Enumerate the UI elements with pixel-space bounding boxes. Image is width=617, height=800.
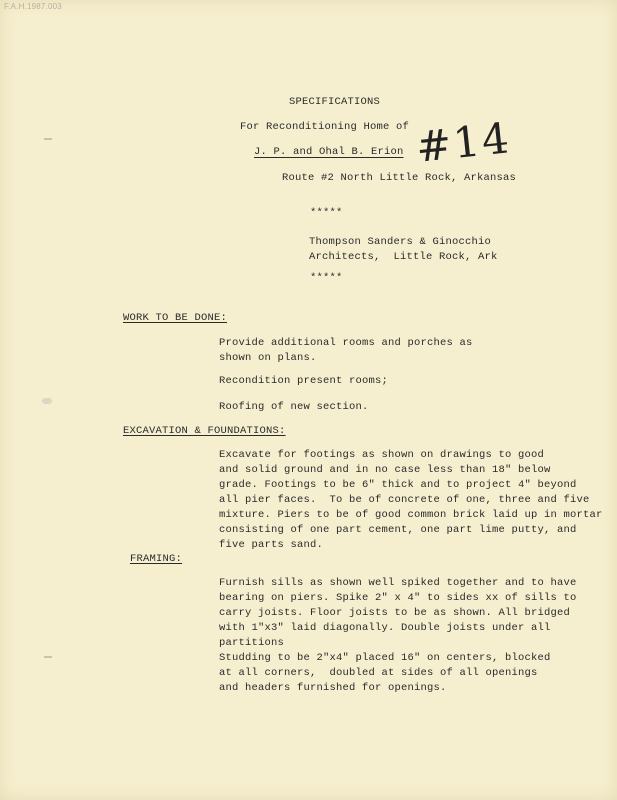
- corner-note: F.A.H.1987.003: [4, 2, 62, 11]
- owner-address: Route #2 North Little Rock, Arkansas: [282, 172, 517, 184]
- framing-sills-body: Furnish sills as shown well spiked together and to have bearing on piers. Spike 2" x 4" to sides xx of sills to carry joists. Floor joists to be as shown. All bridged with 1"x3" laid diagonally. Double joists under all partitions: [219, 577, 577, 649]
- separator-bottom: *****: [310, 272, 343, 284]
- paper-mark-bottom: [44, 656, 52, 658]
- handwritten-number: #14: [413, 113, 513, 172]
- work-item-roofing: Roofing of new section.: [219, 401, 369, 413]
- section-heading-framing: FRAMING:: [130, 553, 183, 565]
- owner-names: J. P. and Ohal B. Erion: [254, 146, 404, 158]
- paper-mark-top: [44, 138, 52, 140]
- separator-top: *****: [310, 207, 343, 219]
- section-heading-work: WORK TO BE DONE:: [123, 312, 228, 324]
- excavation-body: Excavate for footings as shown on drawings to good and solid ground and in no case less than 18" below grade. Footings to be 6" thick and to project 4" beyond all pier faces. To be of concrete of one, three and five mixture. Piers to be of good common brick laid up in mortar consisting of one part cement, one part lime putty, and five parts sand.: [219, 449, 603, 551]
- architect-name: Thompson Sanders & Ginocchio: [309, 236, 492, 248]
- document-title: SPECIFICATIONS: [289, 96, 381, 108]
- work-item-recondition: Recondition present rooms;: [219, 375, 389, 387]
- paper-mark-middle: [42, 398, 52, 404]
- architect-location: Architects, Little Rock, Ark: [309, 251, 498, 263]
- framing-studding-body: Studding to be 2"x4" placed 16" on centers, blocked at all corners, doubled at sides of all openings and headers furnished for openings.: [219, 652, 551, 694]
- section-heading-excavation: EXCAVATION & FOUNDATIONS:: [123, 425, 286, 437]
- document-subtitle: For Reconditioning Home of: [240, 121, 410, 133]
- work-item-additional-rooms: Provide additional rooms and porches as shown on plans.: [219, 337, 473, 364]
